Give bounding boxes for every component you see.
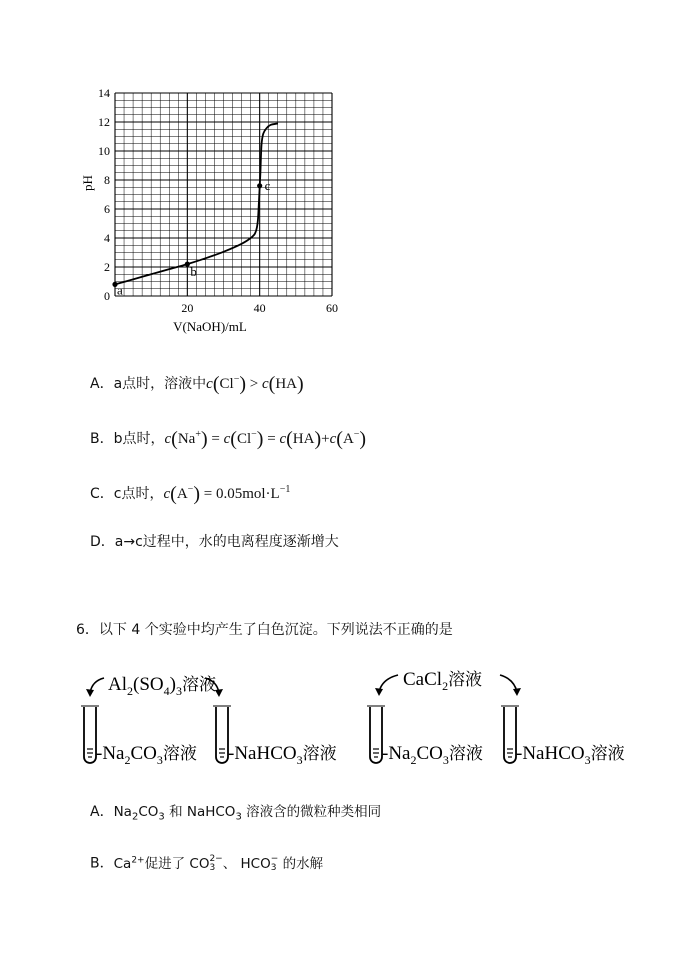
- q6-option-a: [90, 802, 381, 828]
- formula: c(Na+) = c(Cl−) = c(HA)+c(A−): [164, 428, 367, 450]
- formula: c(Cl−) > c(HA): [206, 373, 304, 395]
- option-text: $Ca^{2+}$促进了 CO 2− 3 、 HCO − 3 的水解: [113, 853, 324, 873]
- option-letter: C．: [90, 486, 114, 502]
- x-tick-label: 40: [253, 301, 266, 315]
- y-tick-label: 6: [104, 202, 110, 216]
- x-axis-label: V(NaOH)/mL: [173, 319, 247, 334]
- option-letter: D．: [90, 534, 115, 550]
- titration-chart: [80, 80, 350, 340]
- option-text: $Na_2CO_3$ 和 NaHCO$_3$ 溶液含的微粒种类相同: [113, 804, 382, 823]
- point-b-marker: [185, 262, 190, 267]
- y-tick-label: 10: [98, 144, 110, 158]
- formula: $c(A^-) = 0.05mol\cdot L^{-1}$: [163, 483, 291, 505]
- reagent-al2so43: $Al_2(SO_4)_3$溶液: [108, 674, 216, 698]
- y-axis-label: pH: [80, 175, 95, 191]
- test-tube-4: [504, 707, 516, 763]
- option-c: [90, 480, 290, 504]
- point-b-label: b: [190, 264, 197, 280]
- option-a: [90, 370, 304, 394]
- x-tick-label: 20: [181, 301, 194, 315]
- option-d: [90, 532, 339, 552]
- option-letter: B．: [90, 855, 114, 872]
- point-c-label: c: [264, 177, 271, 193]
- point-a-label: a: [117, 282, 123, 298]
- test-tube-3: [370, 707, 382, 763]
- tube-label-na2co3-2: $-Na_2CO_3$溶液: [382, 743, 483, 767]
- option-text: a→c过程中，水的电离程度逐渐增大: [114, 534, 339, 550]
- option-b: [90, 425, 366, 449]
- option-letter: A．: [90, 804, 114, 820]
- y-tick-label: 12: [98, 115, 110, 129]
- option-text: a点时，溶液中: [113, 376, 207, 392]
- test-tube-2: [216, 707, 228, 763]
- chart-tick-labels: [98, 86, 338, 315]
- y-tick-label: 8: [104, 173, 110, 187]
- tube-label-nahco3: -NaHCO$_3$溶液: [228, 743, 337, 767]
- question-6-stem: 6．以下 4 个实验中均产生了白色沉淀。下列说法不正确的是: [76, 622, 453, 638]
- point-c-marker: [257, 183, 262, 188]
- chart-grid: [115, 93, 332, 296]
- y-tick-label: 0: [104, 289, 110, 303]
- tube-label-nahco3-2: -NaHCO$_3$溶液: [516, 743, 625, 767]
- y-tick-label: 14: [98, 86, 110, 100]
- experiment-figure: [80, 665, 640, 775]
- q6-option-b: [90, 850, 323, 874]
- option-text: c点时，: [113, 486, 164, 502]
- x-tick-label: 60: [326, 301, 338, 315]
- y-tick-label: 4: [104, 231, 110, 245]
- y-tick-label: 2: [104, 260, 110, 274]
- reagent-cacl2: CaCl$_2$溶液: [403, 669, 483, 693]
- option-text: b点时，: [113, 431, 165, 447]
- test-tube-1: [84, 707, 96, 763]
- option-letter: A．: [90, 376, 114, 392]
- option-letter: B．: [90, 431, 114, 447]
- tube-label-na2co3: $-Na_2CO_3$溶液: [96, 743, 197, 767]
